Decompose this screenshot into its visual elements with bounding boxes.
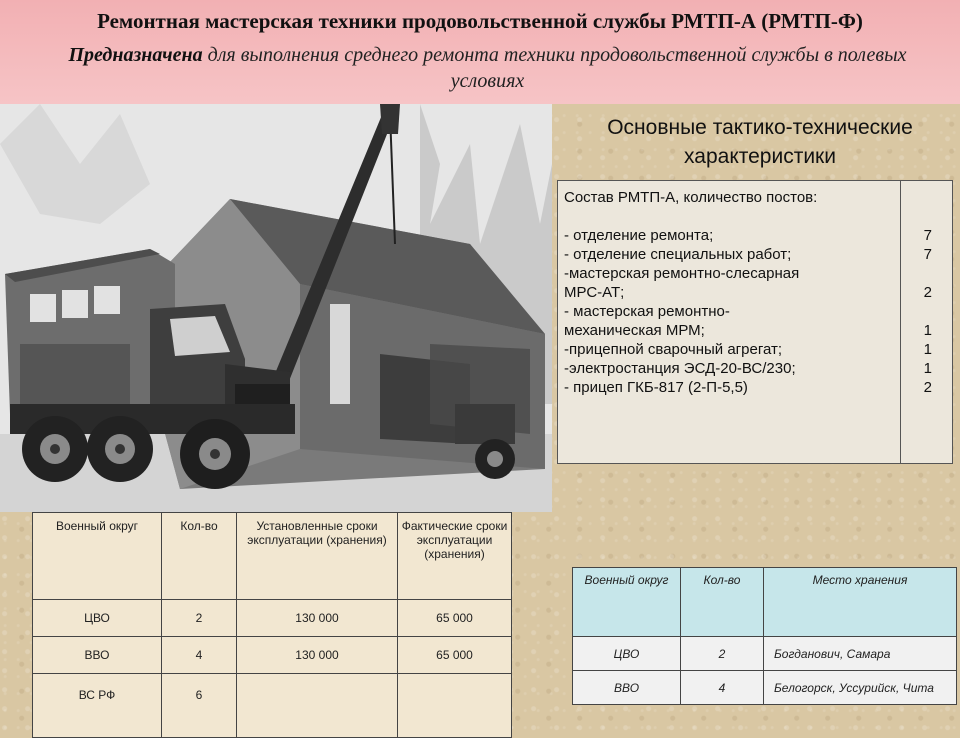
table-cell: 4	[681, 671, 764, 705]
table-cell: 65 000	[398, 600, 512, 637]
table-cell	[237, 674, 398, 738]
table-header-row	[33, 513, 512, 600]
subtitle-bold: Предназначена	[68, 44, 203, 66]
service-life-table	[32, 512, 512, 738]
column-header: Военный округ	[573, 568, 681, 637]
composition-value	[907, 264, 932, 283]
slide-subtitle	[30, 42, 945, 94]
composition-row	[558, 181, 953, 464]
composition-item: -прицепной сварочный агрегат;	[564, 341, 783, 358]
table-row	[573, 671, 957, 705]
ttx-heading	[560, 113, 960, 171]
composition-value: 7	[923, 227, 932, 244]
storage-location-table	[572, 567, 957, 705]
truck-crane-tent-photo-icon	[0, 104, 552, 512]
column-header: Фактические сроки эксплуатации (хранения)	[398, 513, 512, 600]
table-row	[33, 600, 512, 637]
column-header: Военный округ	[33, 513, 162, 600]
composition-table	[557, 180, 953, 464]
composition-item: -электростанция ЭСД-20-ВС/230;	[564, 360, 796, 377]
ttx-heading-line1: Основные тактико-технические	[607, 116, 913, 139]
composition-value: 7	[923, 246, 932, 263]
table-cell: 2	[681, 637, 764, 671]
composition-items-cell	[558, 181, 901, 464]
column-header: Установленные сроки эксплуатации (хранения)	[237, 513, 398, 600]
table-cell: Богданович, Самара	[764, 637, 957, 671]
composition-item: - прицеп ГКБ-817 (2-П-5,5)	[564, 379, 748, 396]
table-row	[573, 637, 957, 671]
composition-value: 1	[923, 360, 932, 377]
table-cell: 130 000	[237, 600, 398, 637]
table-row	[33, 674, 512, 738]
column-header: Кол-во	[162, 513, 237, 600]
ttx-heading-line2: характеристики	[684, 145, 836, 168]
table-cell	[398, 674, 512, 738]
table-cell: 4	[162, 637, 237, 674]
table-row	[33, 637, 512, 674]
composition-item: - мастерская ремонтно-	[564, 303, 730, 320]
column-header: Место хранения	[764, 568, 957, 637]
composition-value: 2	[923, 379, 932, 396]
composition-value: 1	[923, 322, 932, 339]
composition-value: 2	[923, 284, 932, 301]
vehicle-photo	[0, 104, 552, 512]
composition-value	[907, 302, 932, 321]
table-cell: ВС РФ	[33, 674, 162, 738]
table-cell: 6	[162, 674, 237, 738]
composition-item: МРС-АТ;	[564, 284, 625, 301]
title-banner	[0, 0, 960, 104]
table-cell: Белогорск, Уссурийск, Чита	[764, 671, 957, 705]
table-cell: ВВО	[573, 671, 681, 705]
table-cell: ЦВО	[573, 637, 681, 671]
composition-item: механическая МРМ;	[564, 322, 705, 339]
table-header-row	[573, 568, 957, 637]
table-cell: 2	[162, 600, 237, 637]
composition-item: - отделение специальных работ;	[564, 246, 792, 263]
table-cell: ВВО	[33, 637, 162, 674]
table-cell: ЦВО	[33, 600, 162, 637]
composition-intro: Состав РМТП-А, количество постов:	[564, 189, 818, 206]
slide-title: Ремонтная мастерская техники продовольственной службы РМТП-А (РМТП-Ф)	[97, 9, 863, 33]
table-cell: 65 000	[398, 637, 512, 674]
composition-item: -мастерская ремонтно-слесарная	[564, 265, 800, 282]
table-cell: 130 000	[237, 637, 398, 674]
subtitle-text: для выполнения среднего ремонта техники продовольственной службы в полевых условиях	[202, 44, 907, 92]
composition-values-cell	[901, 181, 953, 464]
composition-value: 1	[923, 341, 932, 358]
column-header: Кол-во	[681, 568, 764, 637]
composition-item: - отделение ремонта;	[564, 227, 714, 244]
